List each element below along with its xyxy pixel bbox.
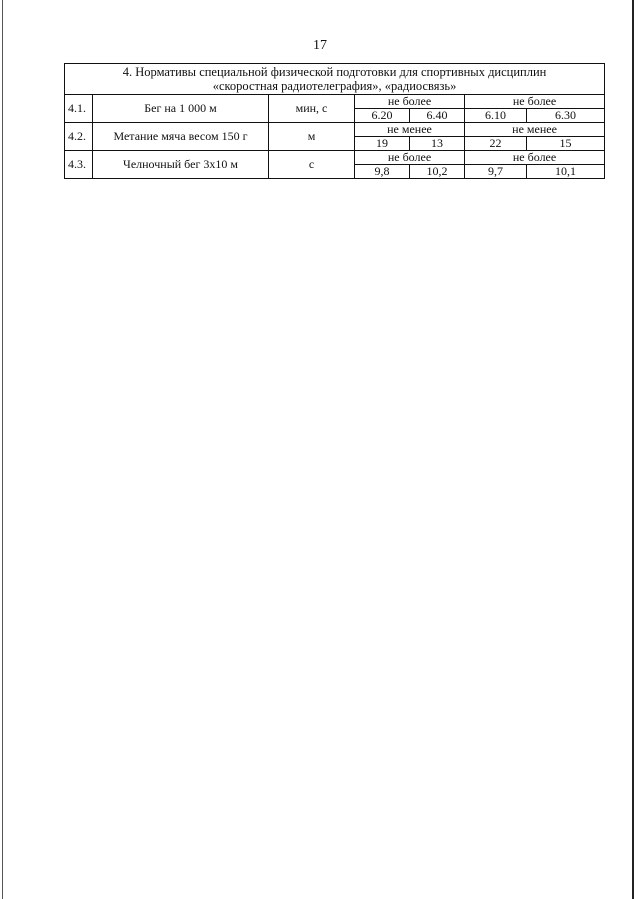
value-cell: 9,7 bbox=[465, 165, 527, 179]
value-cell: 13 bbox=[410, 137, 465, 151]
exercise-name: Метание мяча весом 150 г bbox=[93, 123, 269, 151]
unit: с bbox=[269, 151, 355, 179]
row-number: 4.3. bbox=[65, 151, 93, 179]
exercise-name: Челночный бег 3x10 м bbox=[93, 151, 269, 179]
unit: м bbox=[269, 123, 355, 151]
page-number: 17 bbox=[313, 38, 327, 53]
table-title-line-1: 4. Нормативы специальной физической подготовки для спортивных дисциплин bbox=[122, 65, 547, 79]
table-row bbox=[65, 123, 605, 137]
condition-a: не более bbox=[355, 151, 465, 165]
value-cell: 6.20 bbox=[355, 109, 410, 123]
scan-right-edge bbox=[632, 0, 634, 899]
table-title-row bbox=[65, 64, 605, 95]
condition-b: не более bbox=[465, 151, 605, 165]
value-cell: 6.10 bbox=[465, 109, 527, 123]
value-cell: 6.30 bbox=[527, 109, 605, 123]
value-cell: 6.40 bbox=[410, 109, 465, 123]
value-cell: 9,8 bbox=[355, 165, 410, 179]
norms-table bbox=[64, 63, 605, 179]
value-cell: 22 bbox=[465, 137, 527, 151]
value-cell: 15 bbox=[527, 137, 605, 151]
scan-left-edge bbox=[2, 0, 3, 899]
value-cell: 10,2 bbox=[410, 165, 465, 179]
table-row bbox=[65, 95, 605, 109]
value-cell: 10,1 bbox=[527, 165, 605, 179]
condition-a: не более bbox=[355, 95, 465, 109]
table-title bbox=[65, 64, 605, 95]
row-number: 4.1. bbox=[65, 95, 93, 123]
row-number: 4.2. bbox=[65, 123, 93, 151]
table-row bbox=[65, 151, 605, 165]
condition-b: не менее bbox=[465, 123, 605, 137]
value-cell: 19 bbox=[355, 137, 410, 151]
condition-b: не более bbox=[465, 95, 605, 109]
condition-a: не менее bbox=[355, 123, 465, 137]
unit: мин, с bbox=[269, 95, 355, 123]
table-title-line-2: «скоростная радиотелеграфия», «радиосвязь» bbox=[212, 79, 457, 93]
exercise-name: Бег на 1 000 м bbox=[93, 95, 269, 123]
